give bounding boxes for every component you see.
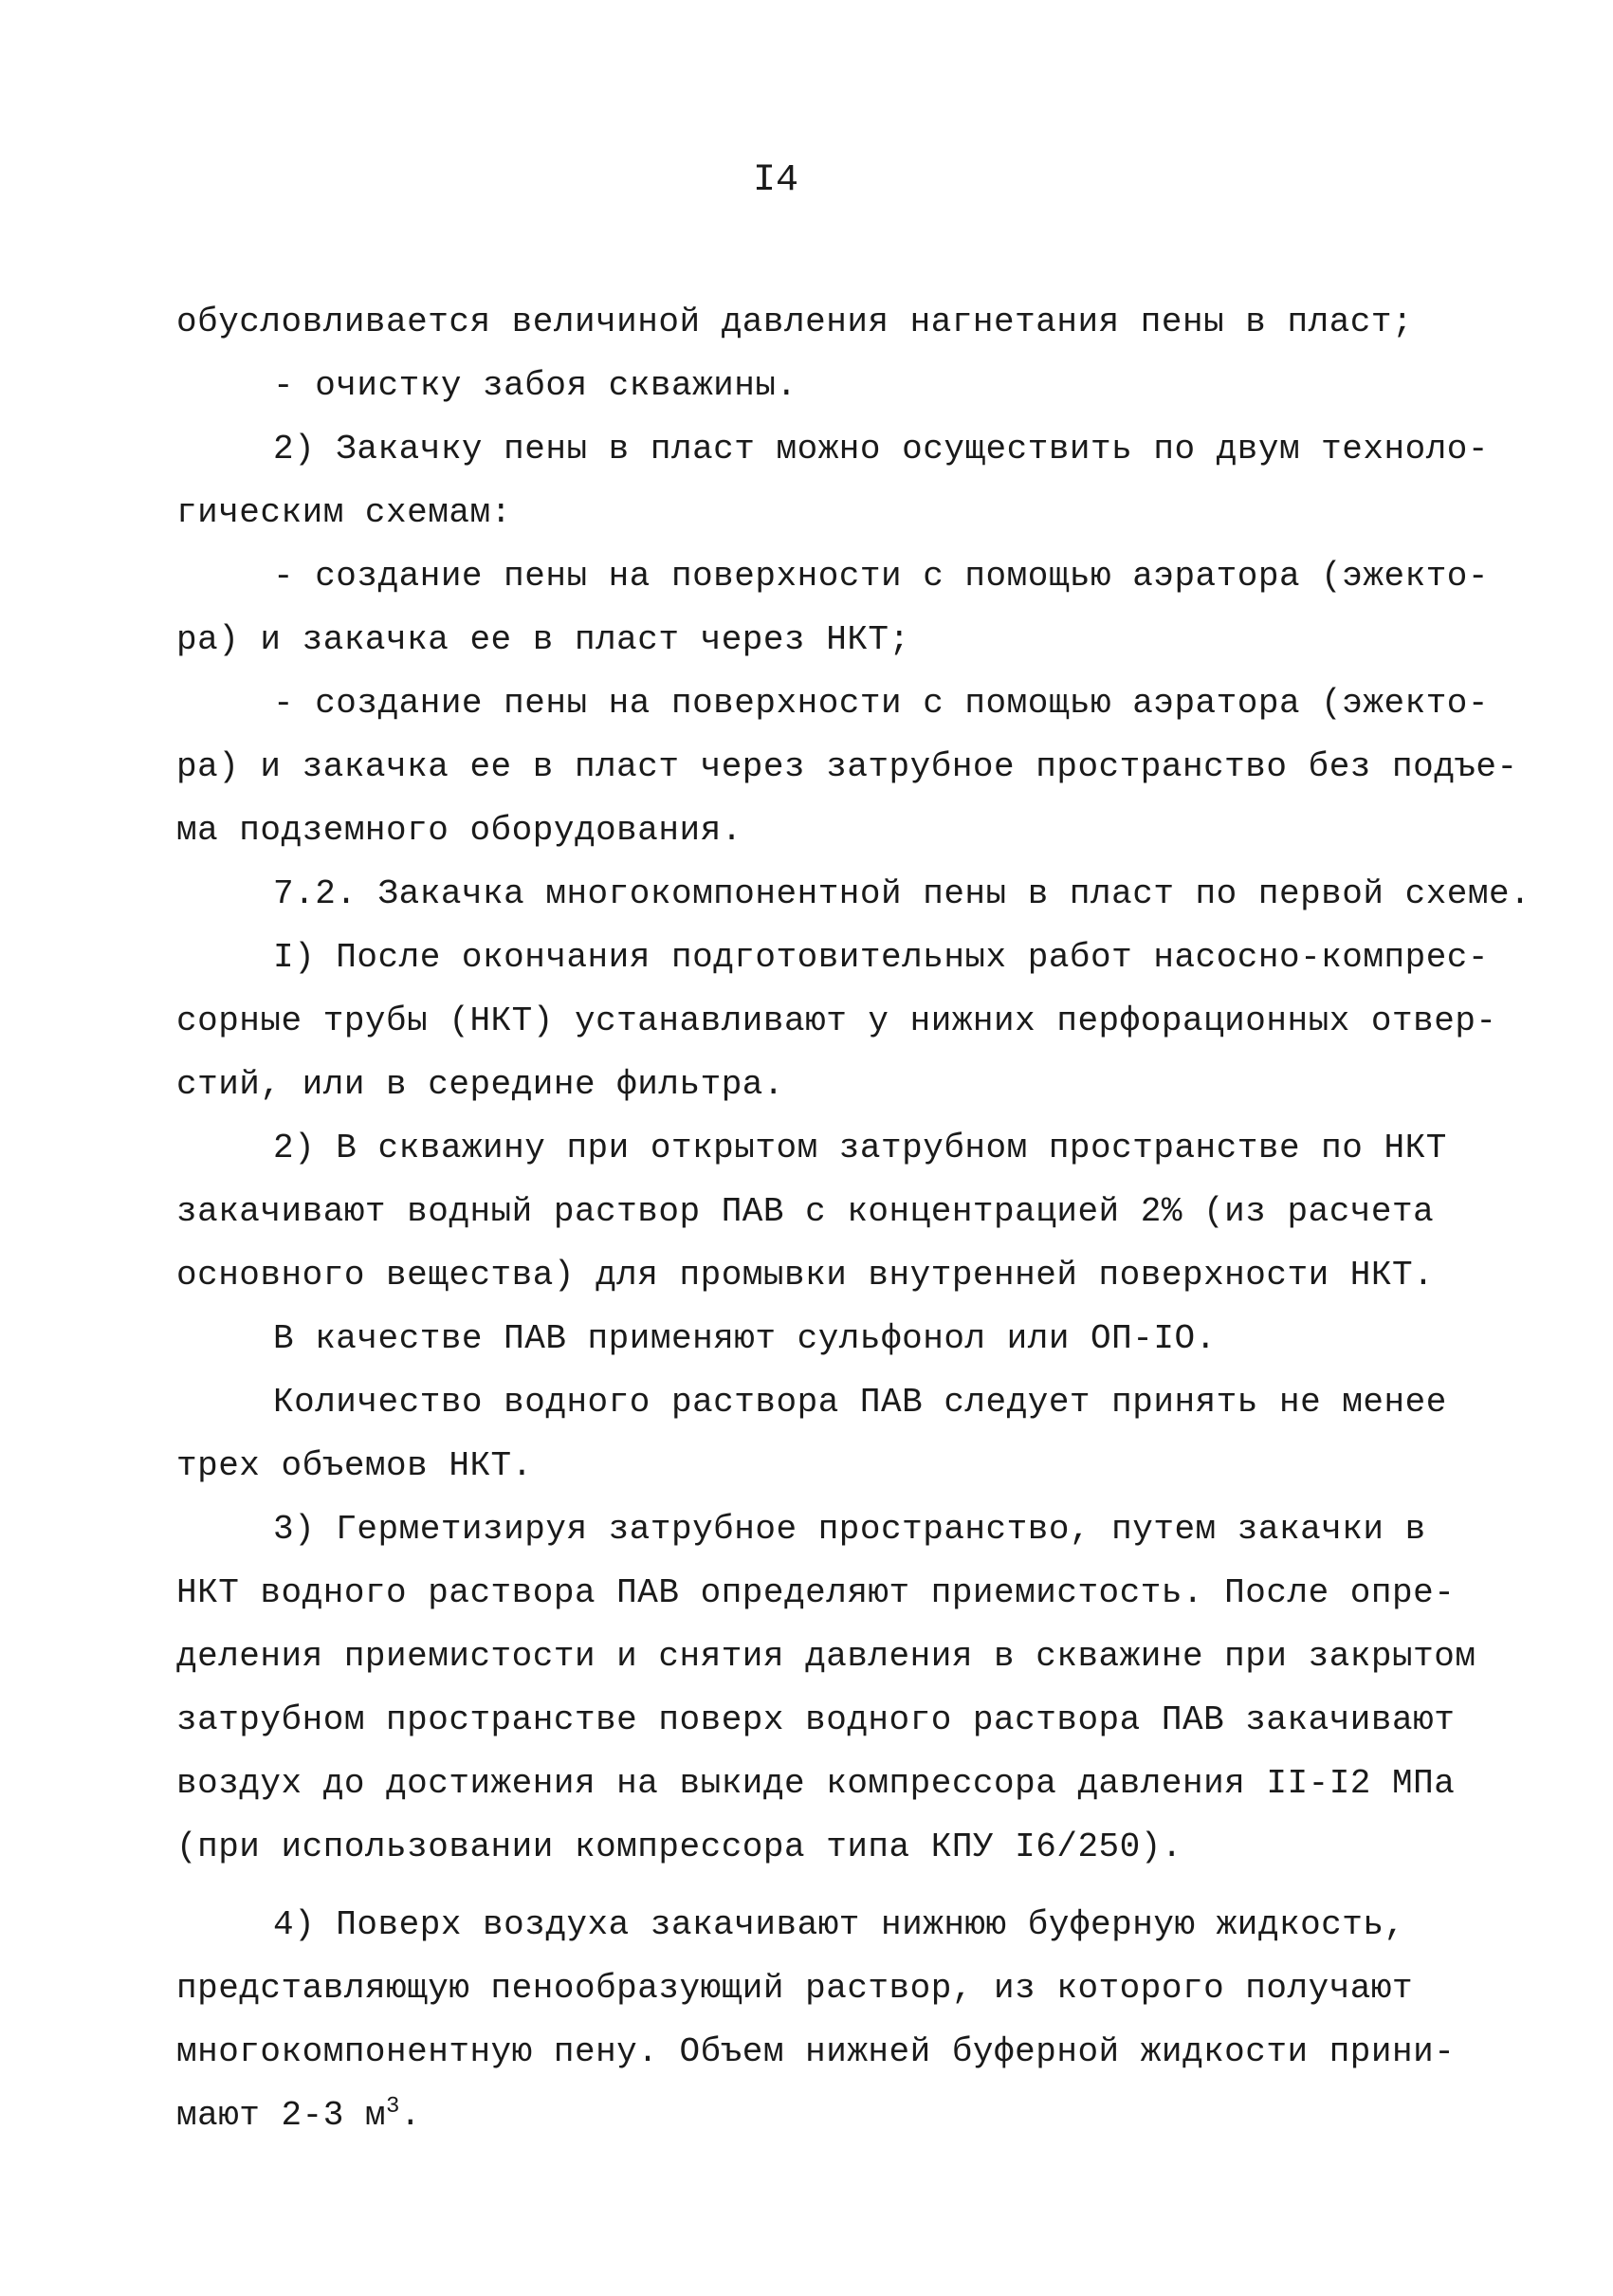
final-period: .: [399, 2096, 422, 2135]
section-heading: 7.2. Закачка многокомпонентной пены в пласт по первой схеме.: [273, 874, 1531, 913]
text-line: В качестве ПАВ применяют сульфонол или ОП-IO.: [273, 1319, 1217, 1358]
text-line: основного вещества) для промывки внутренней поверхности НКТ.: [176, 1256, 1435, 1295]
text-line: 2) Закачку пены в пласт можно осуществить по двум техноло-: [273, 430, 1490, 468]
text-line: трех объемов НКТ.: [176, 1446, 533, 1485]
text-line: (при использовании компрессора типа КПУ I6/250).: [176, 1828, 1182, 1866]
text-line: 2) В скважину при открытом затрубном пространстве по НКТ: [273, 1129, 1447, 1167]
text-line: многокомпонентную пену. Объем нижней буферной жидкости прини-: [176, 2032, 1456, 2071]
text-line: стий, или в середине фильтра.: [176, 1065, 785, 1104]
text-line-last: [176, 2095, 421, 2137]
text-line: НКТ водного раствора ПАВ определяют приемистость. После опре-: [176, 1573, 1456, 1612]
text-line: воздух до достижения на выкиде компрессора давления II-I2 МПа: [176, 1764, 1456, 1803]
text-line: затрубном пространстве поверх водного раствора ПАВ закачивают: [176, 1700, 1456, 1739]
text-line: обусловливается величиной давления нагнетания пены в пласт;: [176, 303, 1414, 341]
page-number: I4: [752, 159, 798, 202]
text-line: I) После окончания подготовительных работ насосно-компрес-: [273, 938, 1490, 977]
text-line: деления приемистости и снятия давления в скважине при закрытом: [176, 1637, 1476, 1676]
text-line: гическим схемам:: [176, 493, 512, 532]
text-line: представляющую пенообразующий раствор, из которого получают: [176, 1969, 1414, 2008]
superscript-cubed: 3: [386, 2094, 400, 2120]
text-line: 4) Поверх воздуха закачивают нижнюю буферную жидкость,: [273, 1905, 1405, 1944]
text-line: закачивают водный раствор ПАВ с концентрацией 2% (из расчета: [176, 1192, 1435, 1231]
text-line-final: мают 2-3 м: [176, 2096, 387, 2135]
text-line: - очистку забоя скважины.: [273, 366, 797, 405]
text-line: 3) Герметизируя затрубное пространство, путем закачки в: [273, 1510, 1426, 1549]
text-line: - создание пены на поверхности с помощью аэратора (эжекто-: [273, 684, 1490, 723]
text-line: сорные трубы (НКТ) устанавливают у нижних перфорационных отвер-: [176, 1001, 1497, 1040]
text-line: - создание пены на поверхности с помощью аэратора (эжекто-: [273, 557, 1490, 596]
text-line: ра) и закачка ее в пласт через НКТ;: [176, 620, 910, 659]
text-line: ра) и закачка ее в пласт через затрубное пространство без подъе-: [176, 747, 1518, 786]
text-line: ма подземного оборудования.: [176, 811, 742, 850]
text-line: Количество водного раствора ПАВ следует принять не менее: [273, 1383, 1447, 1422]
